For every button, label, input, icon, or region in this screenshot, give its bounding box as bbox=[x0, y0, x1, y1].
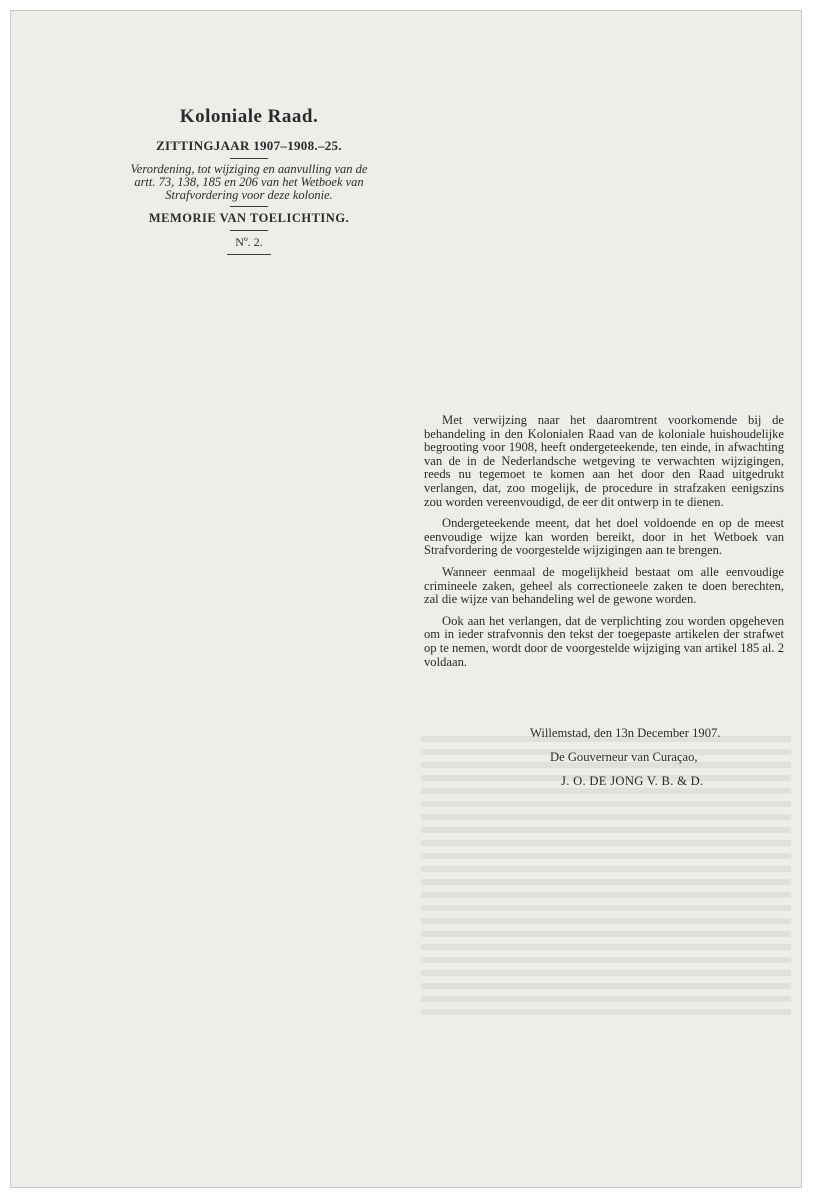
header-divider bbox=[227, 254, 271, 255]
session-year: ZITTINGJAAR 1907–1908.–25. bbox=[156, 138, 342, 153]
closing-date: Willemstad, den 13n December 1907. bbox=[530, 726, 721, 740]
memorandum-body bbox=[424, 414, 784, 677]
memorie-heading: MEMORIE VAN TOELICHTING. bbox=[148, 211, 350, 225]
document-number: Nº. 2. bbox=[235, 235, 263, 249]
body-paragraph: Ook aan het verlangen, dat de verplichting zou worden opgeheven om in ieder strafvonnis den tekst der toegepaste artikelen der strafwet op te nemen, wordt door de voorgestelde wijziging van artikel 185 al. 2 voldaan. bbox=[424, 613, 784, 669]
header-divider bbox=[230, 206, 268, 207]
body-paragraph: Wanneer eenmaal de mogelijkheid bestaat om alle eenvoudige crimineele zaken, geheel als correctioneele zaken te doen berechten, zal die wijze van behandeling wel de gewone worden. bbox=[424, 564, 784, 607]
header-divider bbox=[230, 158, 268, 159]
document-header bbox=[119, 106, 379, 259]
body-paragraph: Ondergeteekende meent, dat het doel voldoende en op de meest eenvoudige wijze kan worden bereikt, door in het Wetboek van Strafvordering de voorgestelde wijzigingen aan te brengen. bbox=[424, 516, 784, 558]
header-divider bbox=[230, 230, 268, 231]
council-title: Koloniale Raad. bbox=[179, 106, 319, 127]
body-paragraph: Met verwijzing naar het daaromtrent voorkomende bij de behandeling in den Kolonialen Raad van de koloniale huishoudelijke begrooting voor 1908, heeft ondergeteekende, ten einde, in afwachting van de in de Nederlandsche wetgeving te verwachten wijzigingen, reeds nu tegemoet te komen aan het door den Raad uitgedrukt verlangen, dat, zoo mogelijk, de procedure in strafzaken eenigszins zou worden vereenvoudigd, de eer dit ontwerp in te dienen. bbox=[424, 413, 784, 509]
governor-role: De Gouverneur van Curaçao, bbox=[550, 750, 698, 764]
governor-signature: J. O. DE JONG V. B. & D. bbox=[561, 774, 704, 788]
document-page bbox=[10, 10, 802, 1188]
ordinance-description: Verordening, tot wijziging en aanvulling van de artt. 73, 138, 185 en 206 van het Wetboek van Strafvordering voor deze kolonie. bbox=[130, 162, 368, 202]
